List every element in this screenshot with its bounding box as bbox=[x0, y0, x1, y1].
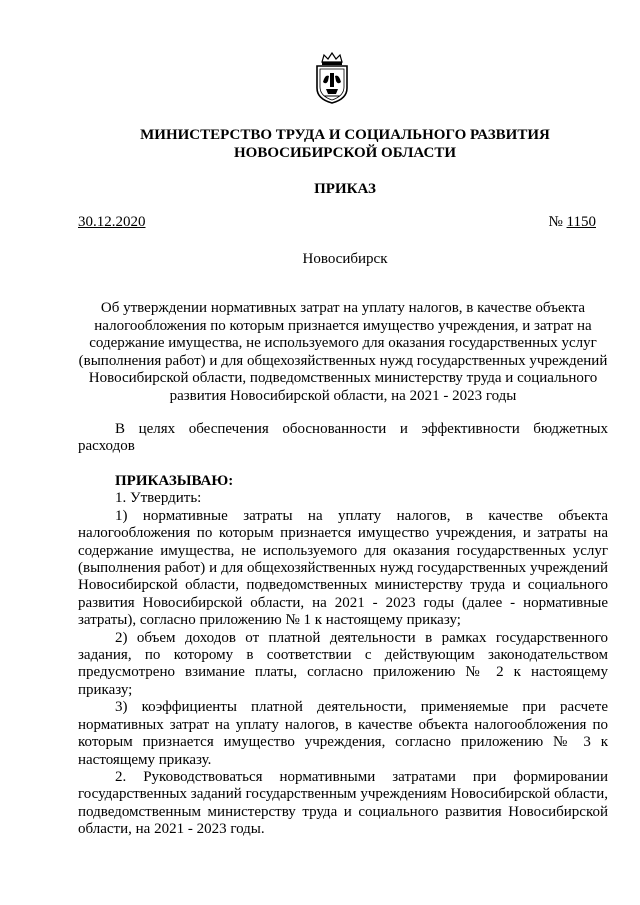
city-name: Новосибирск bbox=[302, 251, 388, 267]
item-1-2: 2) объем доходов от платной деятельности в рамках государственного задания, по которому в соответствии с действующим законодательством предусмотрено взимание платы, согласно приложению № 2 к настоящему приказу; bbox=[78, 629, 608, 698]
item-1: 1. Утвердить: bbox=[115, 490, 202, 507]
ministry-name-line1: МИНИСТЕРСТВО ТРУДА И СОЦИАЛЬНОГО РАЗВИТИЯ bbox=[140, 127, 550, 143]
item-2: 2. Руководствоваться нормативными затратами при формировании государственных заданий государственным учреждениям Новосибирской области, подведомственным министерству труда и социального развития Новосибирской области, на 2021 - 2023 годы. bbox=[78, 768, 608, 838]
order-number-prefix: № bbox=[548, 214, 567, 230]
order-body bbox=[78, 473, 608, 839]
order-purpose bbox=[78, 421, 608, 456]
order-title: ПРИКАЗ bbox=[314, 181, 376, 197]
ministry-name bbox=[60, 126, 630, 162]
ministry-name-line2: НОВОСИБИРСКОЙ ОБЛАСТИ bbox=[233, 145, 457, 161]
order-number bbox=[548, 213, 596, 231]
order-subject: Об утверждении нормативных затрат на уплату налогов, в качестве объекта налогообложения по которым признается имущество учреждения, и затрат на содержание имущества, не используемого для оказания государственных услуг (выполнения работ) и для общехозяйственных нужд государственных учреждений Новосибирской области, подведомственных министерству труда и социального развития Новосибирской области, на 2021 - 2023 годы bbox=[78, 300, 608, 404]
item-1-3: 3) коэффициенты платной деятельности, применяемые при расчете нормативных затрат на уплату налогов, в качестве объекта налогообложения по которым признается имущество учреждения, согласно приложению № 3 к настоящему приказу. bbox=[78, 699, 608, 768]
decree-word: ПРИКАЗЫВАЮ: bbox=[115, 473, 234, 489]
coat-of-arms-emblem bbox=[312, 52, 352, 104]
item-1-1: 1) нормативные затраты на уплату налогов, в качестве объекта налогообложения по которым признается имущество учреждения, и затраты на содержание имущества, не используемого для оказания государственных услуг (выполнения работ) и для общехозяйственных нужд государственных учреждений Новосибирской области, подведомственных министерству труда и социального развития Новосибирской области, на 2021 - 2023 годы (далее - нормативные затраты), согласно приложению № 1 к настоящему приказу; bbox=[78, 507, 608, 629]
purpose-paragraph: В целях обеспечения обоснованности и эффективности бюджетных расходов bbox=[78, 421, 608, 455]
order-number-value: 1150 bbox=[566, 214, 596, 230]
order-date: 30.12.2020 bbox=[78, 214, 146, 230]
